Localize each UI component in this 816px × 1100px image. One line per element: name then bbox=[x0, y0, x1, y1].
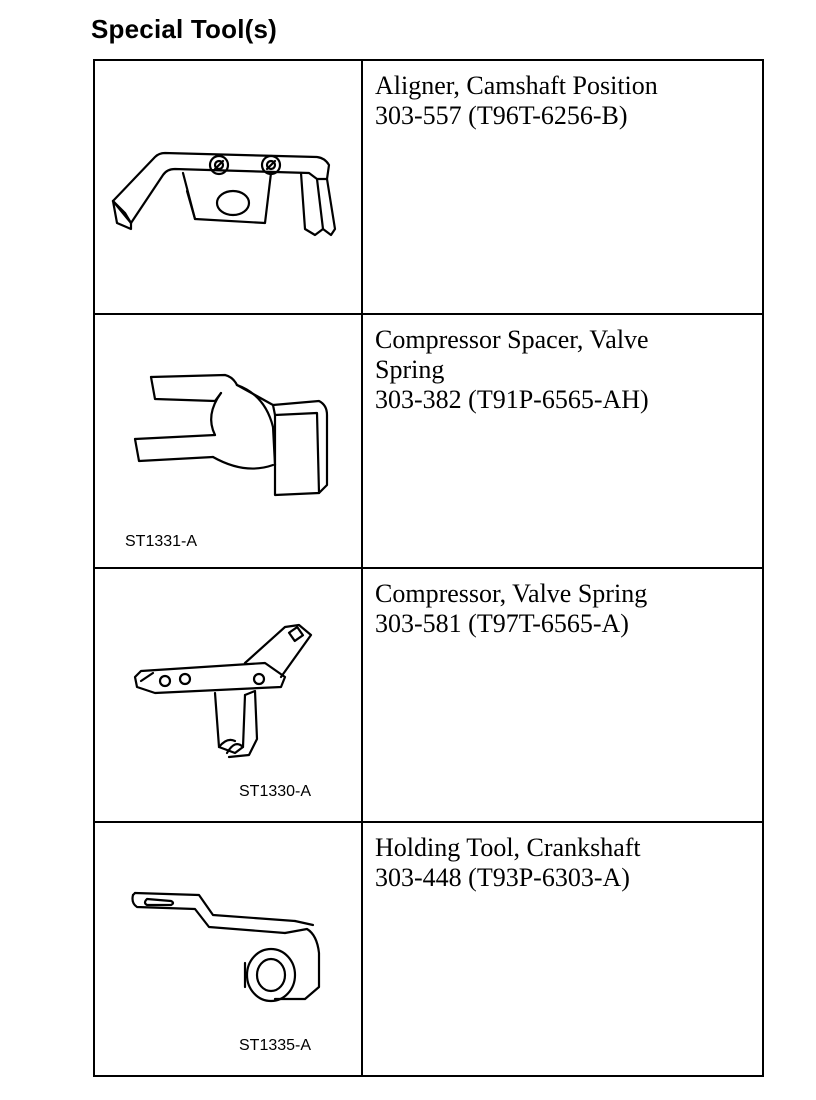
description-cell bbox=[362, 60, 763, 314]
tool-name: Compressor Spacer, Valve bbox=[375, 325, 649, 354]
table-row bbox=[94, 822, 763, 1076]
table-row bbox=[94, 314, 763, 568]
illustration-cell bbox=[94, 60, 362, 314]
illustration-cell bbox=[94, 314, 362, 568]
illustration-cell bbox=[94, 568, 362, 822]
tool-name: Aligner, Camshaft Position bbox=[375, 71, 658, 100]
figure-code: ST1335-A bbox=[239, 1037, 312, 1054]
table-row bbox=[94, 568, 763, 822]
table-row bbox=[94, 60, 763, 314]
valve-spring-spacer-drawing bbox=[95, 315, 361, 567]
tool-name: Holding Tool, Crankshaft bbox=[375, 833, 641, 862]
tool-number: 303-382 (T91P-6565-AH) bbox=[375, 385, 649, 414]
description-cell bbox=[362, 314, 763, 568]
tool-name-cont: Spring bbox=[375, 355, 445, 384]
valve-spring-compressor-drawing bbox=[95, 569, 361, 821]
illustration-cell bbox=[94, 822, 362, 1076]
figure-code: ST1330-A bbox=[239, 783, 312, 800]
figure-code: ST1331-A bbox=[125, 533, 198, 550]
tool-number: 303-581 (T97T-6565-A) bbox=[375, 609, 629, 638]
tool-number: 303-557 (T96T-6256-B) bbox=[375, 101, 628, 130]
description-cell bbox=[362, 822, 763, 1076]
special-tools-table bbox=[93, 59, 764, 1077]
page-title: Special Tool(s) bbox=[91, 14, 277, 44]
crankshaft-holding-tool-drawing bbox=[95, 823, 361, 1075]
tool-number: 303-448 (T93P-6303-A) bbox=[375, 863, 630, 892]
description-cell bbox=[362, 568, 763, 822]
tool-name: Compressor, Valve Spring bbox=[375, 579, 648, 608]
camshaft-aligner-drawing bbox=[95, 61, 361, 313]
